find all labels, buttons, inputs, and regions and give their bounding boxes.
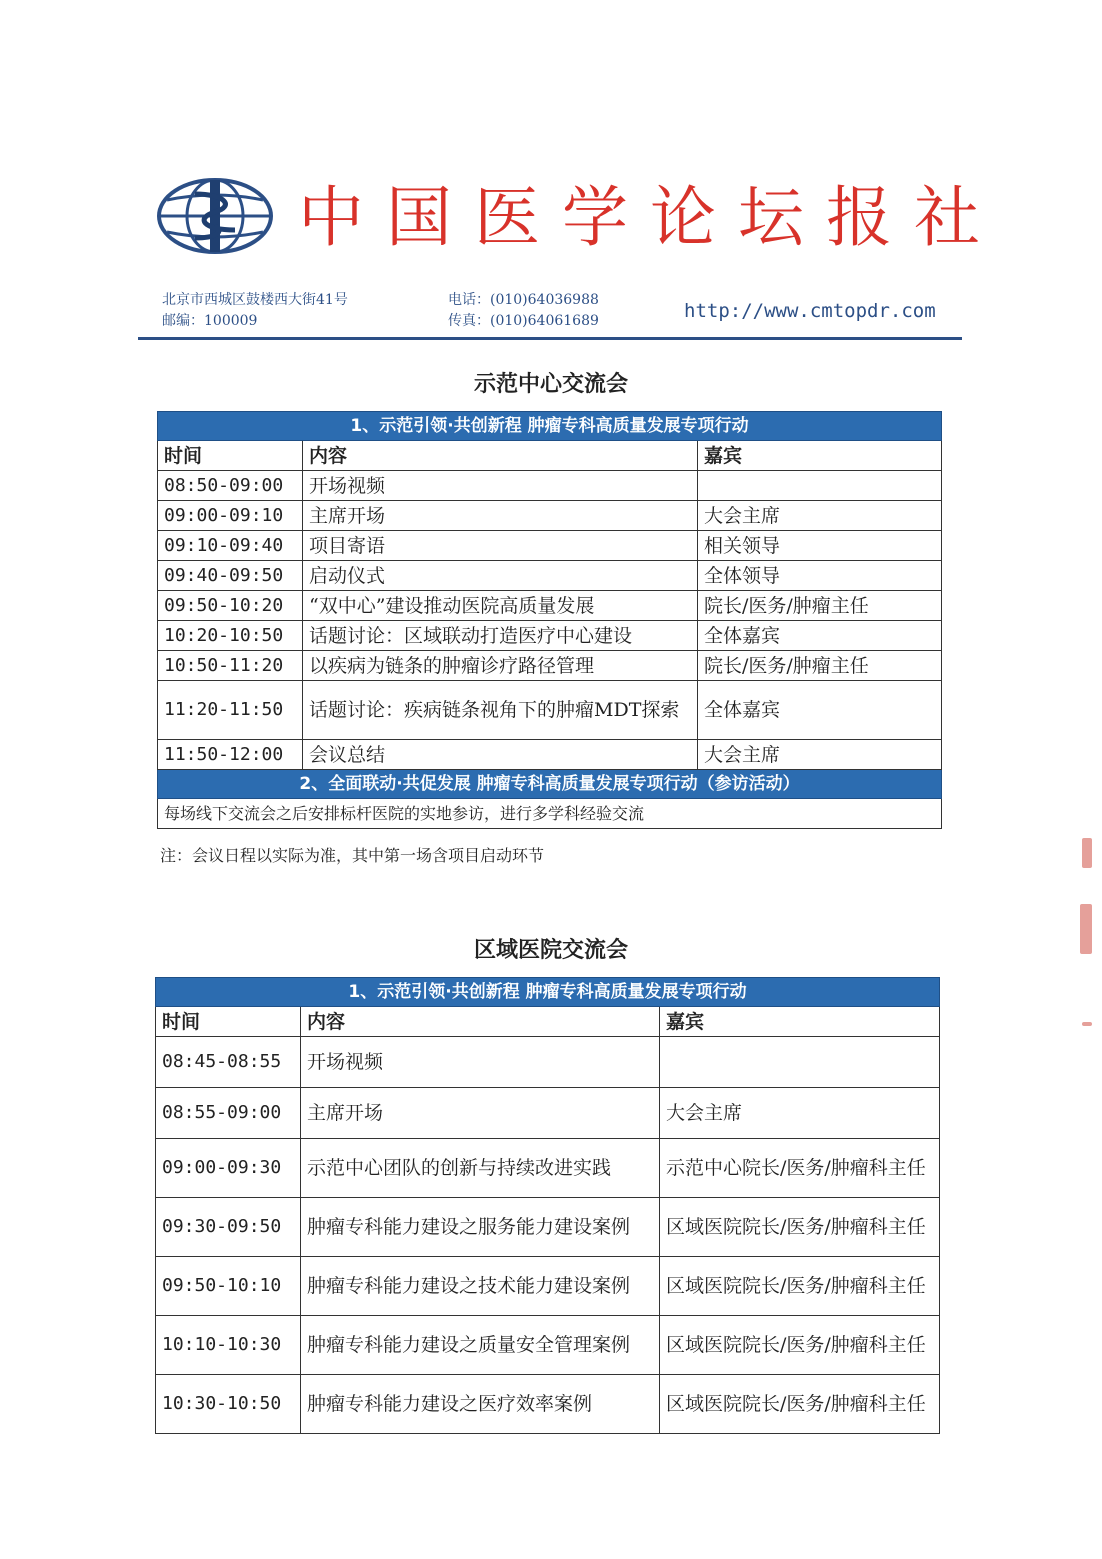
table-row: [158, 799, 942, 829]
header-content: 内容: [301, 1007, 660, 1037]
row-time: 10:10-10:30: [156, 1316, 301, 1375]
table-row: [156, 1257, 940, 1316]
row-time: 09:30-09:50: [156, 1198, 301, 1257]
table-row: [156, 1316, 940, 1375]
row-guest: 示范中心院长/医务/肿瘤科主任: [660, 1139, 940, 1198]
table-row: [156, 1375, 940, 1434]
row-guest: 院长/医务/肿瘤主任: [698, 651, 942, 681]
row-time: 11:50-12:00: [158, 740, 303, 770]
row-time: 09:50-10:20: [158, 591, 303, 621]
stamp-fragment: [1082, 1022, 1092, 1026]
row-guest: 区域医院院长/医务/肿瘤科主任: [660, 1257, 940, 1316]
table-row: [156, 1088, 940, 1139]
header-guest: 嘉宾: [698, 441, 942, 471]
address-block: [162, 290, 348, 332]
row-content: 会议总结: [303, 740, 698, 770]
section2-title: 区域医院交流会: [473, 938, 628, 963]
row-guest: 大会主席: [660, 1088, 940, 1139]
row-content: 主席开场: [301, 1088, 660, 1139]
header-time: 时间: [156, 1007, 301, 1037]
row-content: 肿瘤专科能力建设之医疗效率案例: [301, 1375, 660, 1434]
table-row: [158, 531, 942, 561]
table-row: [156, 1139, 940, 1198]
row-time: 11:20-11:50: [158, 681, 303, 740]
section1-title: 示范中心交流会: [473, 372, 628, 397]
table-row: [158, 561, 942, 591]
row-content: 肿瘤专科能力建设之质量安全管理案例: [301, 1316, 660, 1375]
row-content: 开场视频: [303, 471, 698, 501]
row-content: 话题讨论：区域联动打造医疗中心建设: [303, 621, 698, 651]
table-header-row: [156, 1007, 940, 1037]
globe-caduceus-logo-icon: [155, 176, 275, 256]
row-time: 08:55-09:00: [156, 1088, 301, 1139]
row-time: 10:50-11:20: [158, 651, 303, 681]
table-band-row: [158, 770, 942, 799]
row-time: 09:00-09:30: [156, 1139, 301, 1198]
row-content: “双中心”建设推动医院高质量发展: [303, 591, 698, 621]
website-link[interactable]: http://www.cmtopdr.com: [684, 300, 936, 322]
header-divider: [138, 337, 962, 340]
row-time: 08:45-08:55: [156, 1037, 301, 1088]
row-time: 09:50-10:10: [156, 1257, 301, 1316]
row-time: 09:00-09:10: [158, 501, 303, 531]
visit-note: 每场线下交流会之后安排标杆医院的实地参访，进行多学科经验交流: [158, 799, 942, 829]
table-band-row: [156, 978, 940, 1007]
band-title: 1、示范引领·共创新程 肿瘤专科高质量发展专项行动: [158, 412, 942, 441]
table-row: [158, 471, 942, 501]
table-band-row: [158, 412, 942, 441]
row-guest: 区域医院院长/医务/肿瘤科主任: [660, 1316, 940, 1375]
table-header-row: [158, 441, 942, 471]
stamp-fragment: [1080, 904, 1092, 954]
header-content: 内容: [303, 441, 698, 471]
row-time: 09:10-09:40: [158, 531, 303, 561]
row-time: 08:50-09:00: [158, 471, 303, 501]
table-row: [156, 1198, 940, 1257]
table-row: [158, 651, 942, 681]
org-name: 中国医学论坛报社: [298, 179, 1002, 256]
stamp-fragment: [1082, 838, 1092, 868]
row-guest: 全体领导: [698, 561, 942, 591]
row-guest: 大会主席: [698, 740, 942, 770]
section2-schedule-table: [155, 977, 940, 1434]
row-content: 以疾病为链条的肿瘤诊疗路径管理: [303, 651, 698, 681]
row-content: 开场视频: [301, 1037, 660, 1088]
address-line: 北京市西城区鼓楼西大街41号: [162, 292, 348, 308]
row-time: 10:30-10:50: [156, 1375, 301, 1434]
row-content: 启动仪式: [303, 561, 698, 591]
row-content: 肿瘤专科能力建设之技术能力建设案例: [301, 1257, 660, 1316]
table-row: [158, 501, 942, 531]
postcode-line: 邮编：100009: [162, 313, 258, 329]
row-guest: 全体嘉宾: [698, 681, 942, 740]
row-content: 主席开场: [303, 501, 698, 531]
row-guest: 相关领导: [698, 531, 942, 561]
table-row: [156, 1037, 940, 1088]
row-time: 10:20-10:50: [158, 621, 303, 651]
phone-line: 电话：(010)64036988: [448, 292, 599, 308]
row-guest: [698, 471, 942, 501]
table-row: [158, 591, 942, 621]
row-guest: 大会主席: [698, 501, 942, 531]
row-guest: [660, 1037, 940, 1088]
row-content: 话题讨论：疾病链条视角下的肿瘤MDT探索: [303, 681, 698, 740]
header-time: 时间: [158, 441, 303, 471]
row-guest: 全体嘉宾: [698, 621, 942, 651]
table-row: [158, 740, 942, 770]
header-guest: 嘉宾: [660, 1007, 940, 1037]
row-content: 项目寄语: [303, 531, 698, 561]
row-guest: 区域医院院长/医务/肿瘤科主任: [660, 1198, 940, 1257]
band-title: 2、全面联动·共促发展 肿瘤专科高质量发展专项行动（参访活动）: [158, 770, 942, 799]
schedule-footnote: 注：会议日程以实际为准，其中第一场含项目启动环节: [160, 846, 545, 865]
row-content: 示范中心团队的创新与持续改进实践: [301, 1139, 660, 1198]
section1-schedule-table: [157, 411, 942, 829]
table-row: [158, 621, 942, 651]
row-time: 09:40-09:50: [158, 561, 303, 591]
row-content: 肿瘤专科能力建设之服务能力建设案例: [301, 1198, 660, 1257]
fax-line: 传真：(010)64061689: [448, 313, 599, 329]
band-title: 1、示范引领·共创新程 肿瘤专科高质量发展专项行动: [156, 978, 940, 1007]
row-guest: 院长/医务/肿瘤主任: [698, 591, 942, 621]
row-guest: 区域医院院长/医务/肿瘤科主任: [660, 1375, 940, 1434]
phone-block: [448, 290, 599, 332]
table-row: [158, 681, 942, 740]
